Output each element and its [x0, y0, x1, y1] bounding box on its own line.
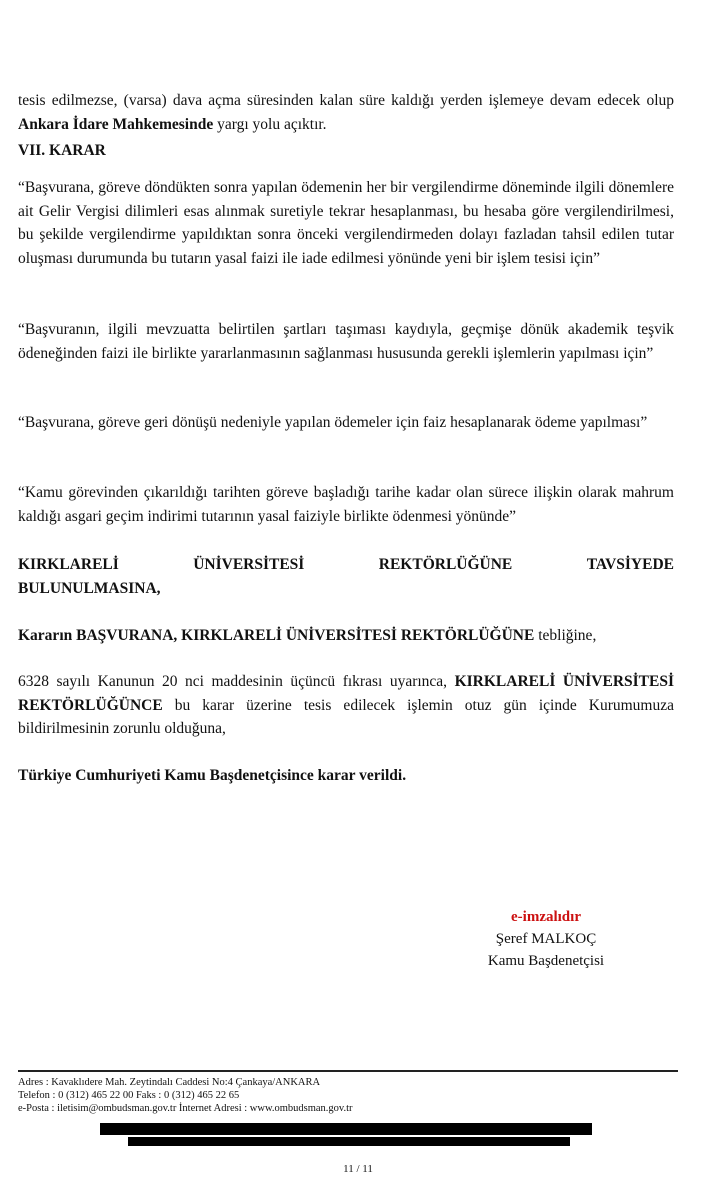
- footer-divider: [18, 1070, 678, 1072]
- court-name: Ankara İdare Mahkemesinde: [18, 115, 214, 133]
- decision-quote-4: “Kamu görevinden çıkarıldığı tarihten göreve başladığı tarihe kadar olan sürece ilişkin olarak mahrum kaldığı asgari geçim indirimi tutarının yasal faiziyle birlikte ödenmesi yönünde”: [18, 484, 674, 525]
- decision-quote-1: “Başvurana, göreve döndükten sonra yapılan ödemenin her bir vergilendirme döneminde ilgili dönemlere ait Gelir Vergisi dilimleri esas alınmak suretiyle tekrar hesaplanması, bu hesaba göre vergilendirilmesi, bu şekilde vergilendirme yapıldıktan sonra önceki vergilendirmeden dolayı fazladan tahsil edilen tutar oluşması durumunda bu tutarın yasal faizi ile iade edilmesi yönünde yeni bir işlem tesisi için”: [18, 179, 674, 267]
- redaction-bar: [100, 1123, 592, 1135]
- law-paragraph: 6328 sayılı Kanunun 20 nci maddesinin üçüncü fıkrası uyarınca, KIRKLARELİ ÜNİVERSİTESİ REKTÖRLÜĞÜNCE bu karar üzerine tesis edilecek işlemin otuz gün içinde Kurumumuza bildirilmesinin zorunlu olduğuna,: [18, 673, 674, 737]
- section-heading: VII. KARAR: [18, 142, 106, 159]
- footer: [18, 1076, 353, 1115]
- decision-quote-3: “Başvurana, göreve geri dönüşü nedeniyle yapılan ödemeler için faiz hesaplanarak ödeme yapılması”: [18, 414, 648, 431]
- recommendation-statement: KIRKLARELİ ÜNİVERSİTESİ REKTÖRLÜĞÜNE TAVSİYEDE BULUNULMASINA,: [18, 556, 674, 597]
- e-signed-label: e-imzalıdır: [511, 909, 581, 925]
- redaction-bar: [128, 1137, 570, 1146]
- paragraph-appeal: tesis edilmezse, (varsa) dava açma süresinden kalan süre kaldığı yerden işlemeye devam edecek olup Ankara İdare Mahkemesinde yargı yolu açıktır.: [18, 92, 674, 133]
- signer-name: Şeref MALKOÇ: [495, 931, 597, 947]
- footer-email: e-Posta : iletisim@ombudsman.gov.tr İnternet Adresi : www.ombudsman.gov.tr: [18, 1103, 353, 1114]
- decision-quote-2: “Başvuranın, ilgili mevzuatta belirtilen şartları taşıması kaydıyla, geçmişe dönük akademik teşvik ödeneğinden faizi ile birlikte yararlanmasının sağlanması hususunda gerekli işlemlerin yapılması için”: [18, 321, 674, 362]
- signer-title: Kamu Başdenetçisi: [487, 953, 605, 969]
- signature-block: [482, 906, 610, 972]
- footer-phone: Telefon : 0 (312) 465 22 00 Faks : 0 (312) 465 22 65: [18, 1090, 240, 1101]
- final-decision: Türkiye Cumhuriyeti Kamu Başdenetçisince karar verildi.: [18, 767, 407, 784]
- footer-address: Adres : Kavaklıdere Mah. Zeytindalı Caddesi No:4 Çankaya/ANKARA: [18, 1077, 321, 1088]
- page-number: 11 / 11: [343, 1163, 373, 1175]
- notification-paragraph: Kararın BAŞVURANA, KIRKLARELİ ÜNİVERSİTESİ REKTÖRLÜĞÜNE tebliğine,: [18, 627, 597, 644]
